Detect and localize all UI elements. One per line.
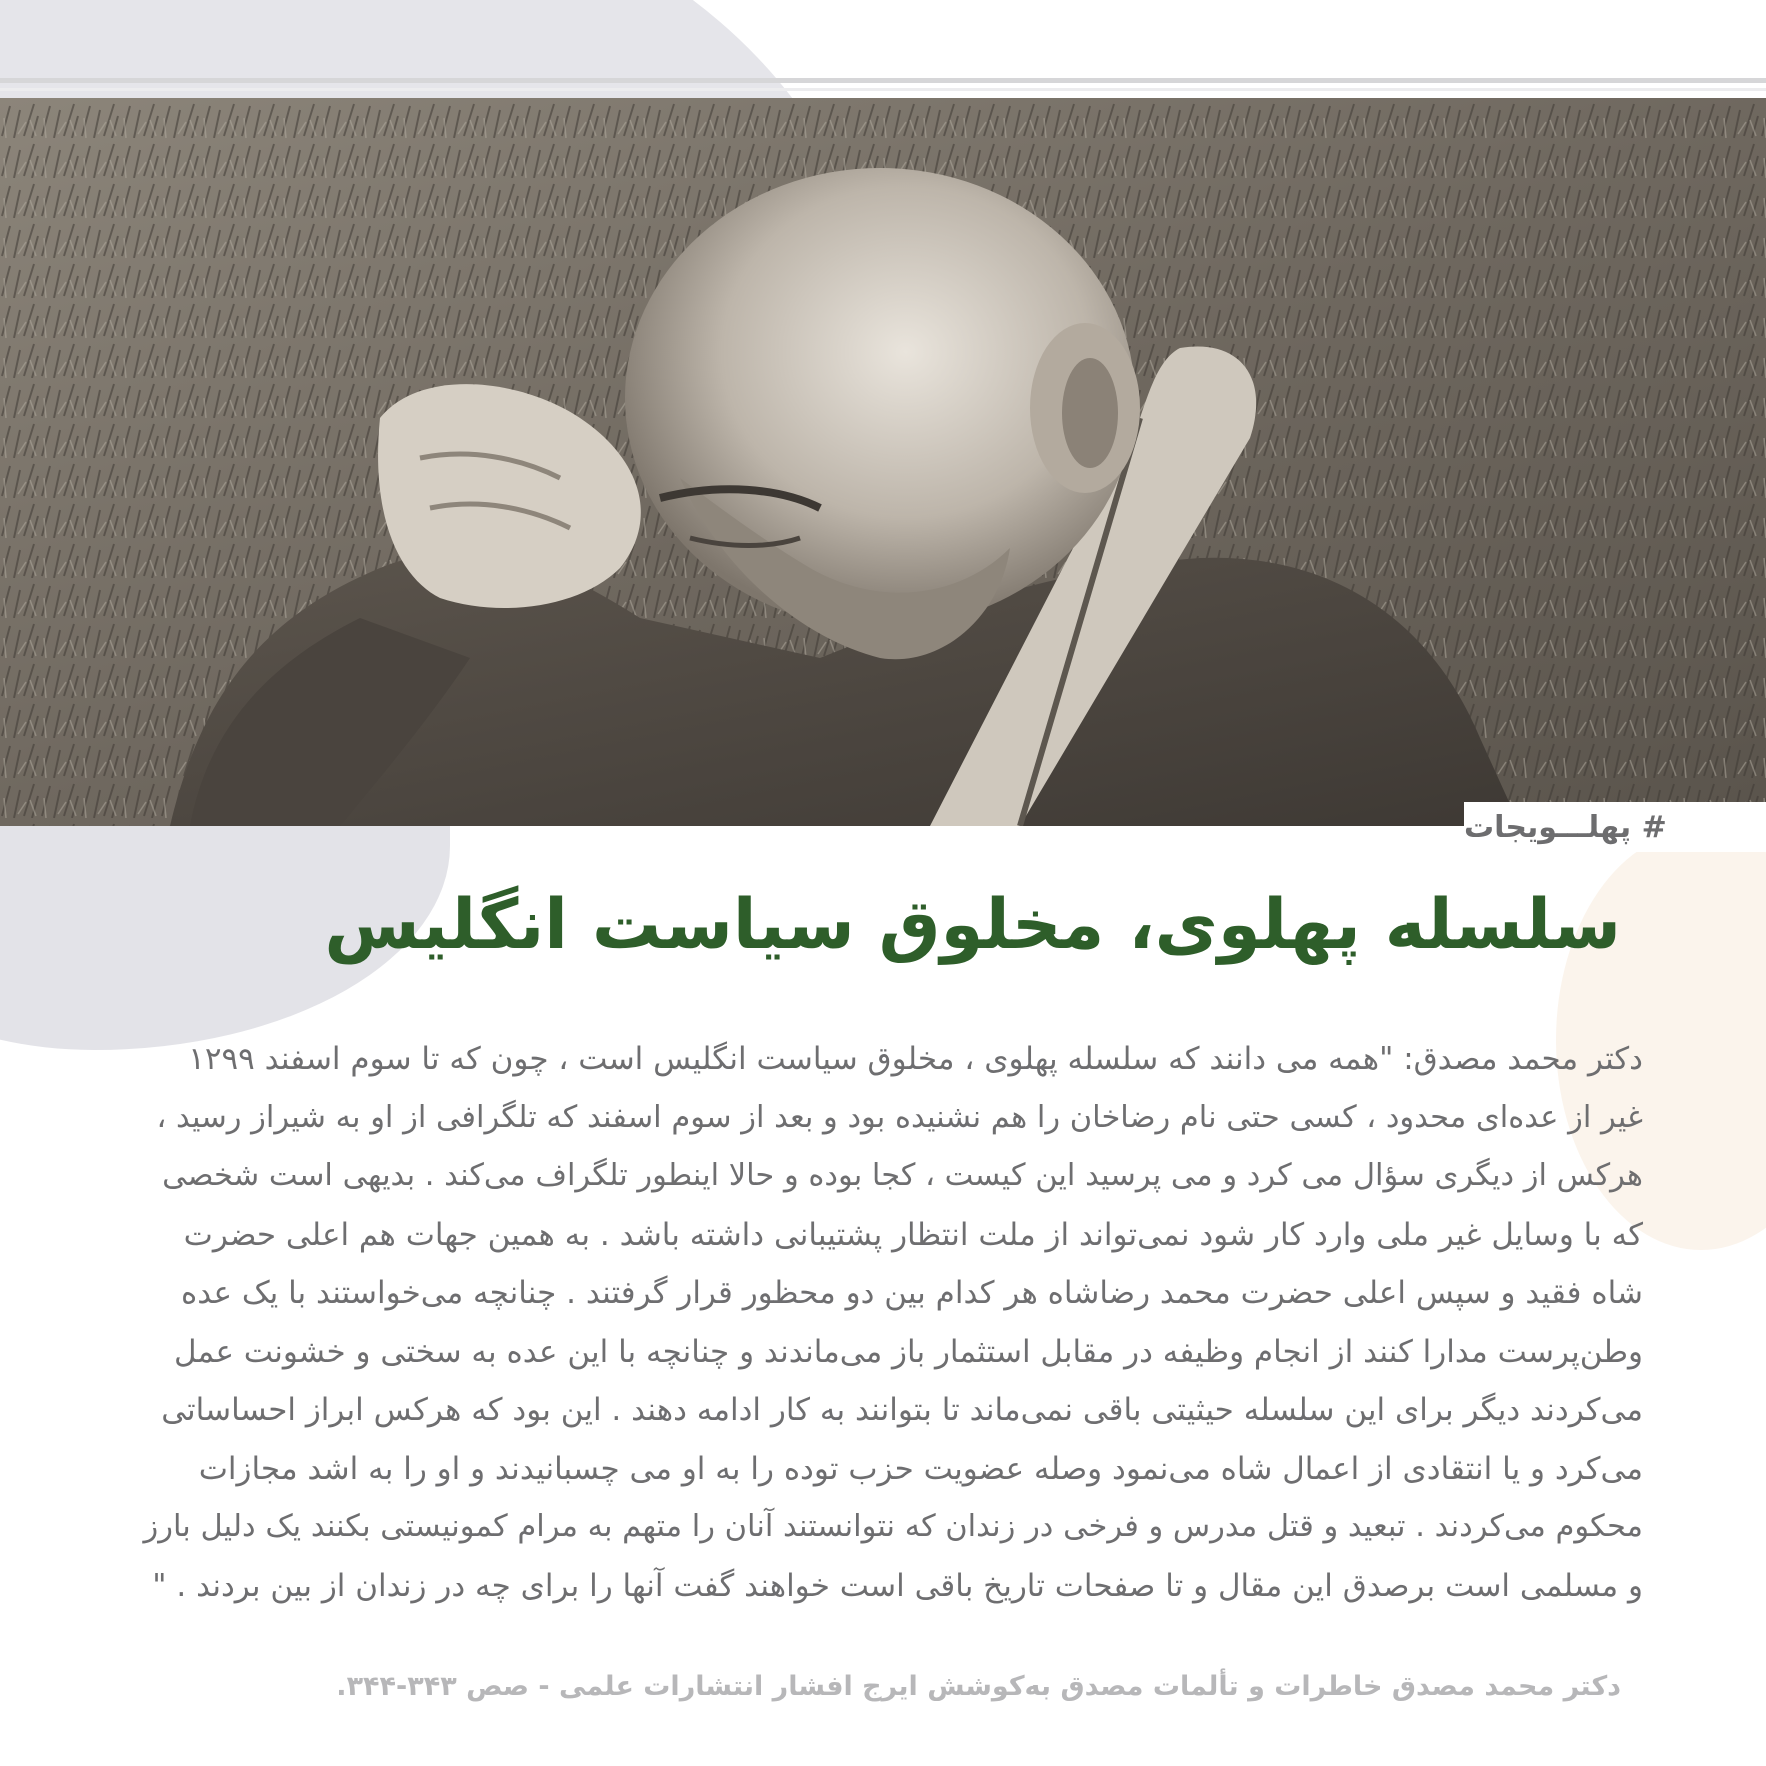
quote-line: وطن‌پرست مدارا کنند از انجام وظیفه در مقابل استثمار باز می‌ماندند و چنانچه با این عده به سختی و خشونت عمل xyxy=(174,1333,1643,1370)
quote-line: هرکس از دیگری سؤال می کرد و می پرسید این کیست ، کجا بوده و حالا اینطور تلگراف می‌کند . بدیهی است شخصی xyxy=(162,1158,1643,1193)
quote-line: غیر از عده‌ای محدود ، کسی حتی نام رضاخان را هم نشنیده بود و بعد از سوم اسفند که تلگرافی از او به شیراز رسید ، xyxy=(156,1099,1643,1135)
quote-body xyxy=(143,1030,1643,1615)
portrait-photo xyxy=(0,98,1766,826)
quote-line: شاه فقید و سپس اعلی حضرت محمد رضاشاه هر کدام بین دو محظور قرار گرفتند . چنانچه می‌خواستند با یک عده xyxy=(180,1275,1643,1311)
source-citation: دکتر محمد مصدق خاطرات و تألمات مصدق به‌کوشش ایرج افشار انتشارات علمی - صص ۳۴۳-۳۴۴. xyxy=(336,1671,1621,1702)
quote-line: و مسلمی است برصدق این مقال و تا صفحات تاریخ باقی است خواهند گفت آنها را برای چه در زندان از بین بردند . " xyxy=(152,1567,1643,1604)
top-divider xyxy=(0,78,1766,83)
hashtag-label: # پهلـــویجات xyxy=(1464,802,1766,852)
quote-line: می‌کردند دیگر برای این سلسله حیثیتی باقی نمی‌ماند تا بتوانند به کار ادامه دهند . این بود که هرکس ابراز احساساتی xyxy=(161,1392,1643,1428)
top-divider-secondary xyxy=(0,88,1766,91)
quote-line: محکوم می‌کردند . تبعید و قتل مدرس و فرخی در زندان که نتوانستند آنان را متهم به مرام کمونیستی بکنند یک دلیل بارز xyxy=(143,1509,1643,1544)
quote-line: می‌کرد و یا انتقادی از اعمال شاه می‌نمود وصله عضویت حزب توده را به او می چسبانیدند و او را به اشد مجازات xyxy=(198,1450,1643,1487)
quote-line: که با وسایل غیر ملی وارد کار شود نمی‌تواند از ملت انتظار پشتیبانی داشته باشد . به همین جهات هم اعلی حضرت xyxy=(183,1216,1643,1253)
quote-line: دکتر محمد مصدق: "همه می دانند که سلسله پهلوی ، مخلوق سیاست انگلیس است ، چون که تا سوم اسفند ۱۲۹۹ xyxy=(188,1041,1643,1077)
page-title: سلسله پهلوی، مخلوق سیاست انگلیس xyxy=(324,885,1621,965)
